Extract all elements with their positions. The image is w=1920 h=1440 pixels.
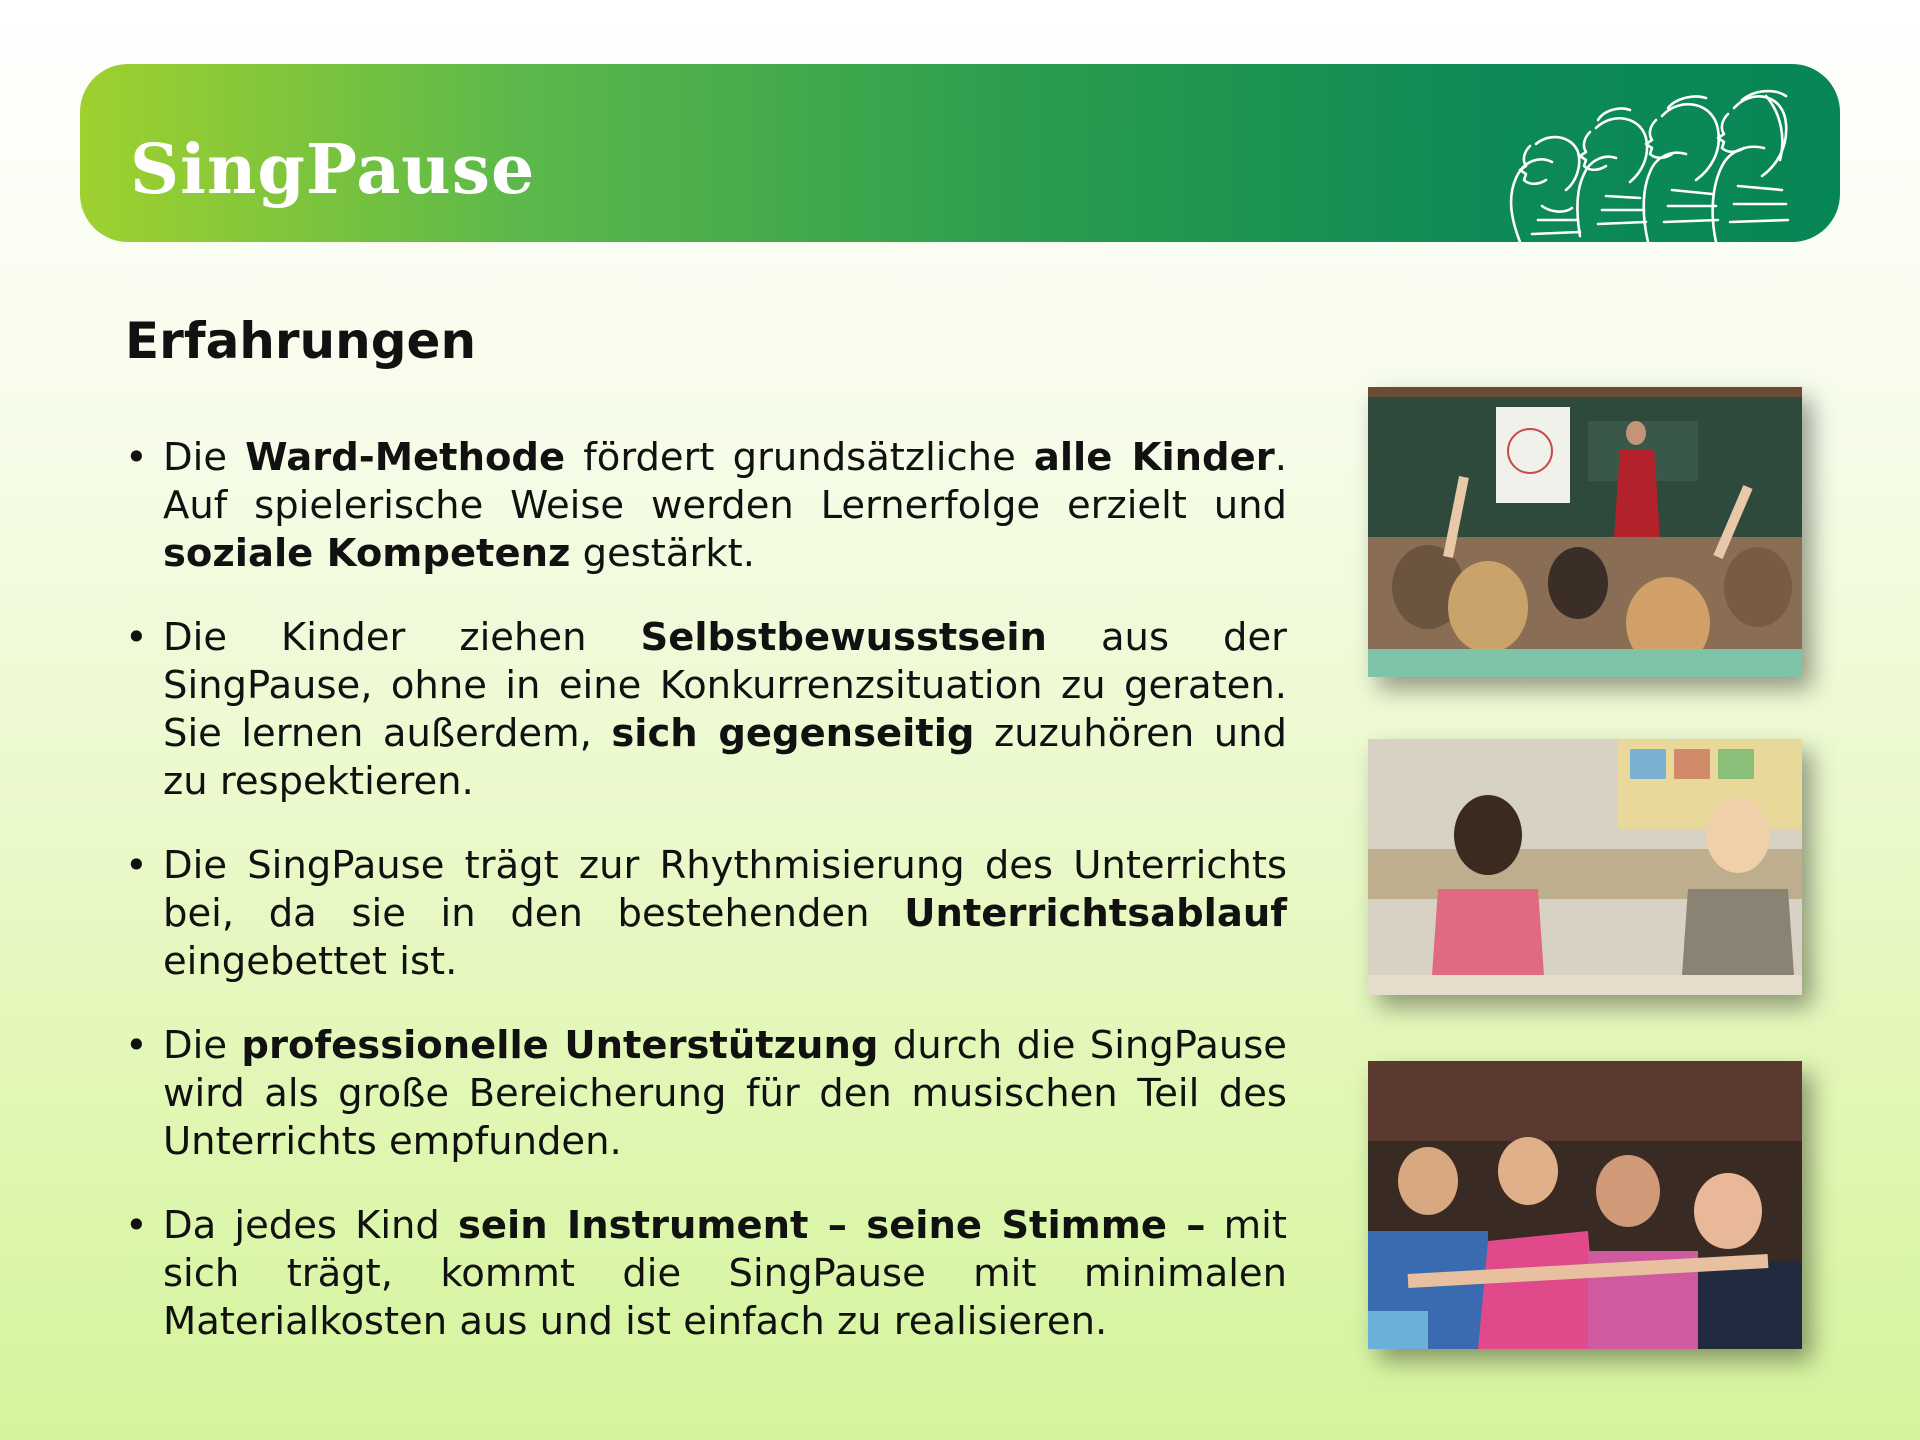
text-segment: eingebettet ist.: [163, 939, 458, 984]
bullet-item: [125, 434, 1287, 578]
text-segment: zuzuhören und zu respektieren.: [163, 711, 1287, 804]
singing-faces-illustration: [1480, 86, 1790, 242]
page-title: Erfahrungen: [125, 312, 477, 370]
bold-text: sein Instrument – seine Stimme –: [458, 1203, 1206, 1248]
bold-text: sich gegenseitig: [611, 711, 975, 756]
text-segment: Die: [163, 435, 246, 480]
text-segment: Da jedes Kind: [163, 1203, 458, 1248]
bullet-item: [125, 614, 1287, 806]
classroom-teacher-photo: [1368, 387, 1802, 677]
text-segment: gestärkt.: [570, 531, 755, 576]
text-segment: aus der SingPause, ohne in eine Konkurrenzsituation zu geraten. Sie lernen außerdem,: [163, 615, 1288, 756]
children-at-tables-photo: [1368, 739, 1802, 995]
bold-text: Unterrichtsablauf: [904, 891, 1287, 936]
bullet-item: [125, 1202, 1287, 1346]
text-segment: . Auf spielerische Weise werden Lernerfolge erzielt und: [163, 435, 1287, 528]
bullet-list: [125, 434, 1287, 1382]
text-segment: mit sich trägt, kommt die SingPause mit minimalen Materialkosten aus und ist einfach zu realisieren.: [163, 1203, 1287, 1344]
bullet-item: [125, 1022, 1287, 1166]
children-singing-photo: [1368, 1061, 1802, 1349]
bold-text: soziale Kompetenz: [163, 531, 571, 576]
bold-text: Selbstbewusstsein: [640, 615, 1047, 660]
header-banner: [80, 64, 1840, 242]
bold-text: Ward-Methode: [245, 435, 566, 480]
text-segment: durch die SingPause wird als große Bereicherung für den musischen Teil des Unterrichts empfunden.: [163, 1023, 1287, 1164]
bold-text: alle Kinder: [1033, 435, 1275, 480]
text-segment: Die: [163, 1023, 242, 1068]
text-segment: Die Kinder ziehen: [163, 615, 641, 660]
bold-text: professionelle Unterstützung: [241, 1023, 879, 1068]
text-segment: Die SingPause trägt zur Rhythmisierung des Unterrichts bei, da sie in den bestehenden: [163, 843, 1287, 936]
brand-logo-text: SingPause: [130, 130, 536, 210]
bullet-item: [125, 842, 1287, 986]
text-segment: fördert grundsätzliche: [565, 435, 1034, 480]
